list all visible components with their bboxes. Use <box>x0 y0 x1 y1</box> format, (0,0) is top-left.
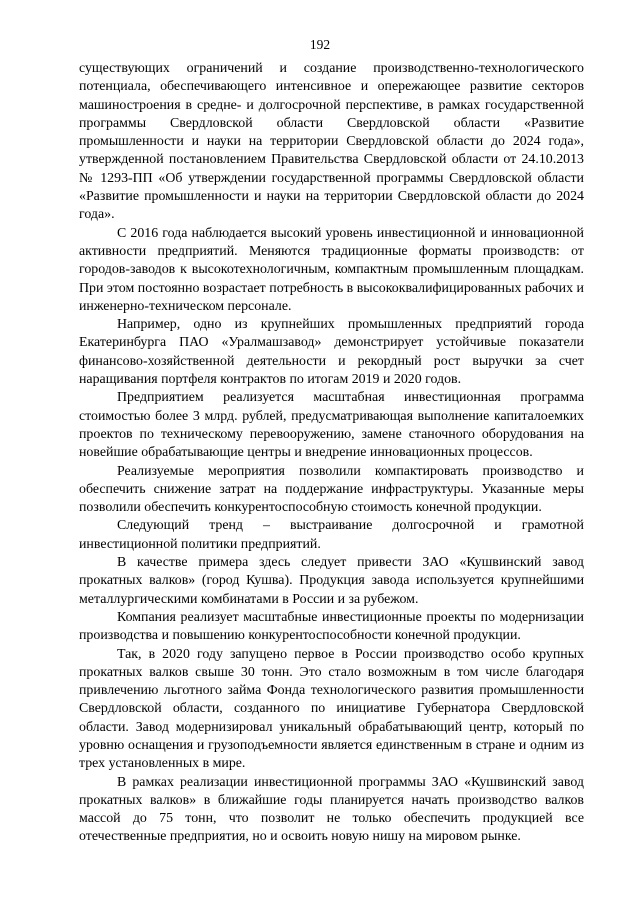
paragraph: Реализуемые мероприятия позволили компактировать производство и обеспечить снижение затрат на поддержание инфраструктуры. Указанные меры позволили обеспечить конкурентоспособную стоимость конечной продукции. <box>79 463 584 516</box>
paragraph: Предприятием реализуется масштабная инвестиционная программа стоимостью более 3 млрд. рублей, предусматривающая выполнение капиталоемких проектов по техническому перевооружению, замене станочного оборудования на новейшие обрабатывающие центры и внедрение инновационных процессов. <box>79 390 584 461</box>
paragraph: С 2016 года наблюдается высокий уровень инвестиционной и инновационной активности предприятий. Меняются традиционные форматы производств: от городов-заводов к высокотехнологичным, компактным промышленным площадкам. При этом постоянно возрастает потребность в высококвалифицированных рабочих и инженерно-техническом персонале. <box>79 225 584 314</box>
page-number: 192 <box>309 37 331 52</box>
paragraph: Компания реализует масштабные инвестиционные проекты по модернизации производства и повышению конкурентоспособности конечной продукции. <box>79 609 584 644</box>
paragraph: существующих ограничений и создание производственно-технологического потенциала, обеспечивающего интенсивное и опережающее развитие секторов машиностроения в средне- и долгосрочной перспективе, в рамках государственной программы Свердловской области Свердловской области «Развитие промышленности и науки на территории Свердловской области до 2024 года», утвержденной постановлением Правительства Свердловской области от 24.10.2013 № 1293-ПП «Об утверждении государственной программы Свердловской области «Развитие промышленности и науки на территории Свердловской области до 2024 года». <box>79 61 584 223</box>
paragraph: Так, в 2020 году запущено первое в России производство особо крупных прокатных валков свыше 30 тонн. Это стало возможным в том числе благодаря привлечению льготного займа Фонда технологического развития промышленности Свердловской области, созданного по инициативе Губернатора Свердловской области. Завод модернизировал уникальный обрабатывающий центр, который по уровню оснащения и грузоподъемности является единственным в стране и одним из трех установленных в мире. <box>79 646 584 772</box>
paragraph: В качестве примера здесь следует привести ЗАО «Кушвинский завод прокатных валков» (город Кушва). Продукция завода используется крупнейшими металлургическими комбинатами в России и за рубежом. <box>79 555 584 607</box>
paragraph: Например, одно из крупнейших промышленных предприятий города Екатеринбурга ПАО «Уралмашзавод» демонстрирует устойчивые показатели финансово-хозяйственной деятельности и рекордный рост выручки за счет наращивания портфеля контрактов по итогам 2019 и 2020 годов. <box>79 317 584 388</box>
document-body <box>79 60 584 847</box>
paragraph: Следующий тренд – выстраивание долгосрочной и грамотной инвестиционной политики предприятий. <box>79 518 584 552</box>
paragraph: В рамках реализации инвестиционной программы ЗАО «Кушвинский завод прокатных валков» в ближайшие годы планируется начать производство валков массой до 75 тонн, что позволит не только обеспечить продукцией все отечественные предприятия, но и освоить новую нишу на мировом рынке. <box>79 774 584 845</box>
